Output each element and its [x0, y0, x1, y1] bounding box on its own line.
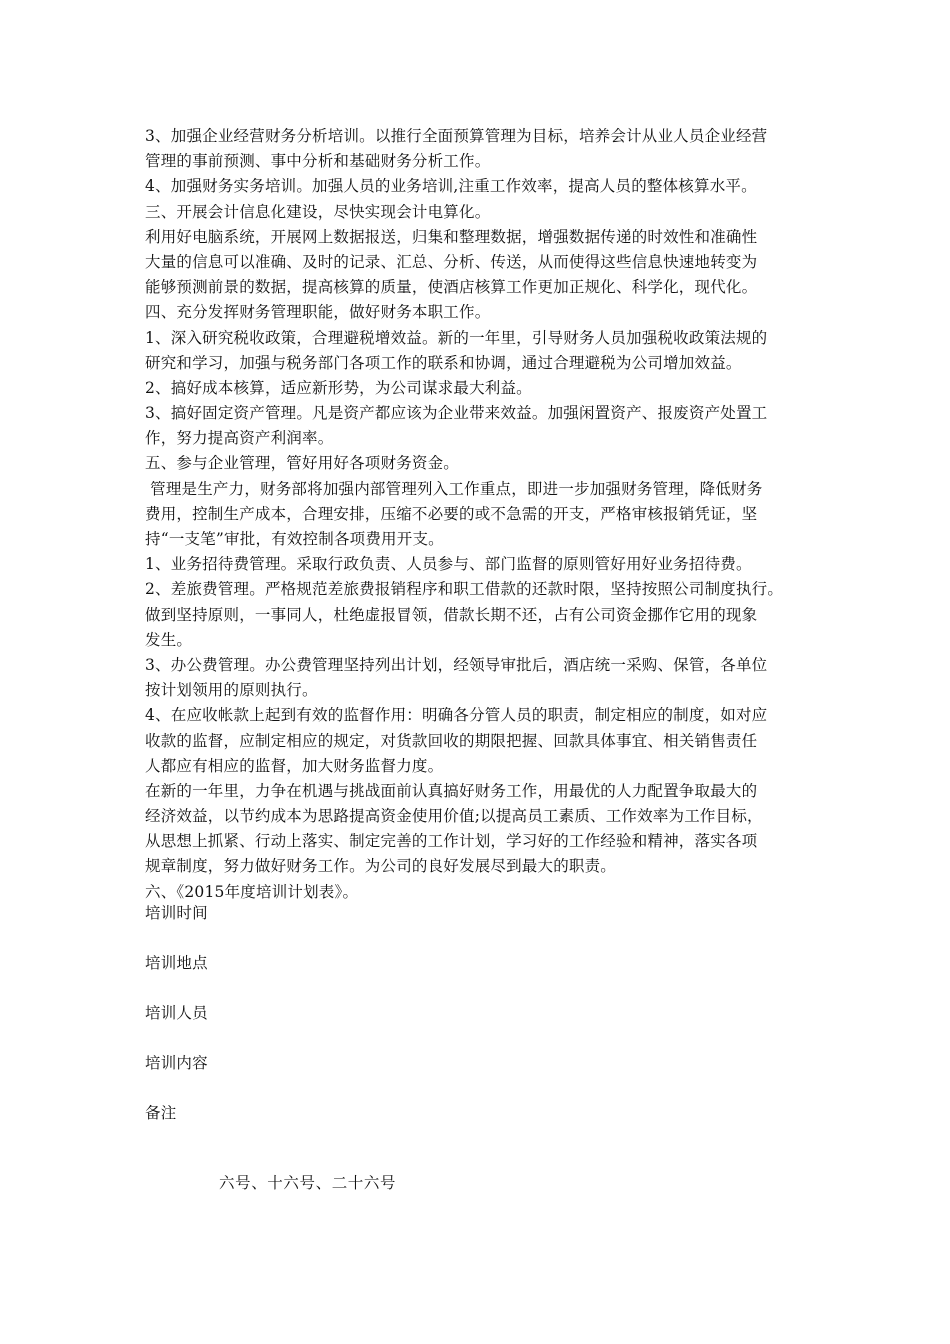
training-location-label: 培训地点 — [145, 954, 208, 972]
section-heading: 六、《2015年度培训计划表》。 — [145, 882, 359, 901]
training-time-label: 培训时间 — [145, 904, 208, 922]
paragraph-line: 3、加强企业经营财务分析培训。以推行全面预算管理为目标，培养会计从业人员企业经营 — [145, 127, 768, 145]
paragraph-line: 规章制度，努力做好财务工作。为公司的良好发展尽到最大的职责。 — [145, 857, 617, 876]
remarks-label: 备注 — [145, 1104, 177, 1122]
paragraph-line: 2、搞好成本核算，适应新形势，为公司谋求最大利益。 — [145, 378, 532, 397]
paragraph-line: 利用好电脑系统，开展网上数据报送，归集和整理数据，增强数据传递的时效性和准确性 — [145, 227, 758, 246]
paragraph-line: 1、深入研究税收政策，合理避税增效益。新的一年里，引导财务人员加强税收政策法规的 — [145, 328, 768, 347]
paragraph-line: 按计划领用的原则执行。 — [145, 681, 318, 700]
document-body — [145, 124, 815, 905]
section-heading: 三、开展会计信息化建设，尽快实现会计电算化。 — [145, 202, 491, 221]
paragraph-line: 作，努力提高资产利润率。 — [145, 429, 334, 448]
paragraph-line: 发生。 — [145, 630, 193, 649]
paragraph-line: 4、加强财务实务培训。加强人员的业务培训,注重工作效率，提高人员的整体核算水平。 — [145, 177, 757, 196]
paragraph-line: 3、办公费管理。办公费管理坚持列出计划，经领导审批后，酒店统一采购、保管，各单位 — [145, 655, 768, 674]
paragraph-line: 做到坚持原则，一事同人，杜绝虚报冒领，借款长期不还，占有公司资金挪作它用的现象 — [145, 605, 758, 624]
paragraph-line: 大量的信息可以准确、及时的记录、汇总、分析、传送，从而使得这些信息快速地转变为 — [145, 252, 758, 271]
paragraph-line: 管理的事前预测、事中分析和基础财务分析工作。 — [145, 152, 491, 171]
paragraph-line: 在新的一年里，力争在机遇与挑战面前认真搞好财务工作，用最优的人力配置争取最大的 — [145, 781, 758, 800]
paragraph-line: 管理是生产力，财务部将加强内部管理列入工作重点，即进一步加强财务管理，降低财务 — [145, 479, 763, 498]
training-content-label: 培训内容 — [145, 1054, 208, 1072]
paragraph-line: 从思想上抓紧、行动上落实、制定完善的工作计划，学习好的工作经验和精神，落实各项 — [145, 832, 758, 851]
paragraph-line: 持“一支笔”审批，有效控制各项费用开支。 — [145, 530, 444, 548]
paragraph-line: 费用，控制生产成本，合理安排，压缩不必要的或不急需的开支，严格审核报销凭证，坚 — [145, 504, 758, 523]
paragraph-line: 经济效益，以节约成本为思路提高资金使用价值;以提高员工素质、工作效率为工作目标， — [145, 807, 763, 826]
paragraph-line: 收款的监督，应制定相应的规定，对货款回收的期限把握、回款具体事宜、相关销售责任 — [145, 731, 758, 750]
training-dates-value: 六号、十六号、二十六号 — [219, 1174, 397, 1192]
paragraph-line: 能够预测前景的数据，提高核算的质量，使酒店核算工作更加正规化、科学化，现代化。 — [145, 278, 758, 297]
paragraph-line: 研究和学习，加强与税务部门各项工作的联系和协调，通过合理避税为公司增加效益。 — [145, 353, 742, 372]
section-heading: 五、参与企业管理，管好用好各项财务资金。 — [145, 454, 460, 473]
paragraph-line: 3、搞好固定资产管理。凡是资产都应该为企业带来效益。加强闲置资产、报废资产处置工 — [145, 404, 768, 423]
training-personnel-label: 培训人员 — [145, 1004, 208, 1022]
paragraph-line: 2、差旅费管理。严格规范差旅费报销程序和职工借款的还款时限，坚持按照公司制度执行。 — [145, 580, 784, 599]
section-heading: 四、充分发挥财务管理职能，做好财务本职工作。 — [145, 303, 491, 322]
paragraph-line: 1、业务招待费管理。采取行政负责、人员参与、部门监督的原则管好用好业务招待费。 — [145, 555, 752, 574]
paragraph-line: 4、在应收帐款上起到有效的监督作用：明确各分管人员的职责，制定相应的制度，如对应 — [145, 706, 768, 725]
paragraph-line: 人都应有相应的监督，加大财务监督力度。 — [145, 756, 444, 775]
